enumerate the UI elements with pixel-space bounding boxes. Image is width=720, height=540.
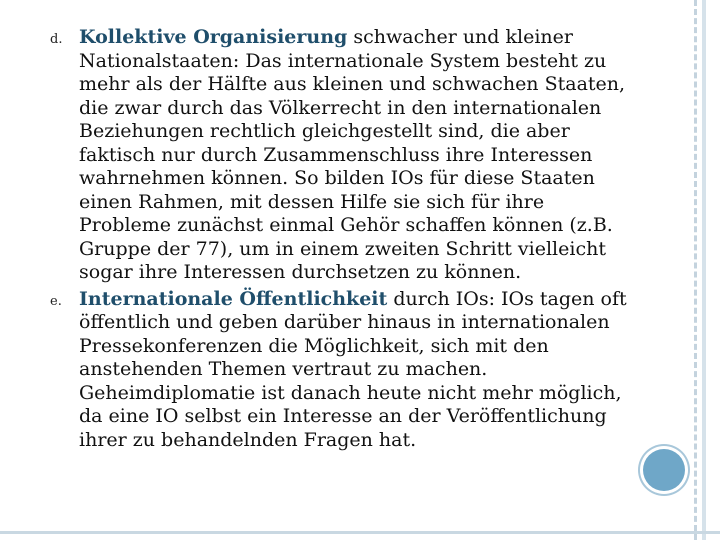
right-border-bar — [702, 0, 706, 540]
slide-content — [50, 26, 640, 452]
list-item-term: Kollektive Organisierung — [79, 26, 348, 48]
right-dashed-border — [694, 0, 697, 540]
list-item — [50, 26, 640, 285]
list-item — [50, 288, 640, 453]
bottom-border-line — [0, 531, 720, 534]
list-marker: d. — [50, 32, 63, 47]
list-item-text — [79, 288, 640, 453]
list-item-body: schwacher und kleiner Nationalstaaten: Das internationale System besteht zu mehr als der Hälfte aus kleinen und schwachen Staaten, die zwar durch das Völkerrecht in den internationalen Beziehungen rechtlich gleichgestellt sind, die aber faktisch nur durch Zusammenschluss ihre Interessen wahrnehmen können. So bilden IOs für diese Staaten einen Rahmen, mit dessen Hilfe sie sich für ihre Probleme zunächst einmal Gehör schaffen können (z.B. Gruppe der 77), um in einem zweiten Schritt vielleicht sogar ihre Interessen durchsetzen zu können. — [79, 26, 626, 283]
list-marker: e. — [50, 293, 62, 309]
list-item-text — [79, 26, 640, 285]
list-item-term: Internationale Öffentlichkeit — [79, 287, 388, 310]
decorative-circle-icon — [643, 449, 685, 491]
list-item-body: durch IOs: IOs tagen oft öffentlich und geben darüber hinaus in internationalen Pressekonferenzen die Möglichkeit, sich mit den anstehenden Themen vertraut zu machen. Geheimdiplomatie ist danach heute nicht mehr möglich, da eine IO selbst ein Interesse an der Veröffentlichung ihrer zu behandelnden Fragen hat. — [79, 287, 627, 451]
